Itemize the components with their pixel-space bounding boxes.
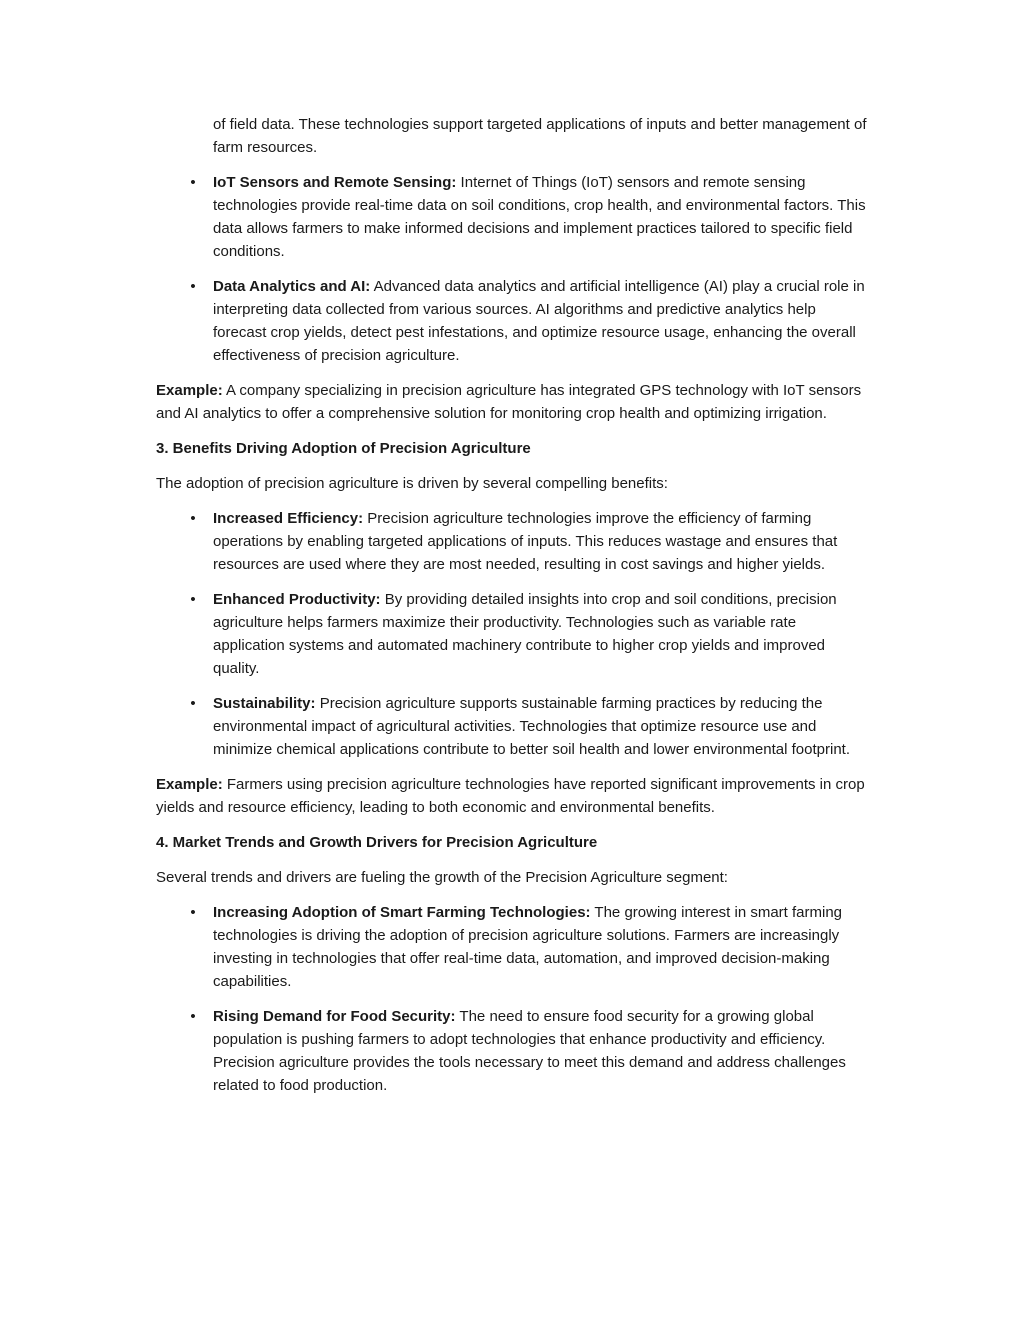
list-item <box>156 901 868 993</box>
list-item-text: The growing interest in smart farming technologies is driving the adoption of precision agriculture solutions. Farmers are increasingly investing in technologies that offer real-time data, automation, and improved decision-making capabilities. <box>213 904 843 990</box>
section-intro: Several trends and drivers are fueling the growth of the Precision Agriculture segment: <box>156 869 728 886</box>
list-item <box>156 692 868 761</box>
bullet-icon: • <box>190 278 196 295</box>
bullet-icon: • <box>190 1008 196 1025</box>
list-item-text: Advanced data analytics and artificial intelligence (AI) play a crucial role in interpreting data collected from various sources. AI algorithms and predictive analytics help forecast crop yields, detect pest infestations, and optimize resource usage, enhancing the overall effectiveness of precision agriculture. <box>213 278 865 364</box>
list-item-label: IoT Sensors and Remote Sensing: <box>213 174 457 191</box>
list-item-text: Precision agriculture supports sustainable farming practices by reducing the environmental impact of agricultural activities. Technologies that optimize resource use and minimize chemical applications contribute to better soil health and lower environmental footprint. <box>213 695 850 758</box>
list-item <box>156 588 868 680</box>
section-intro: The adoption of precision agriculture is driven by several compelling benefits: <box>156 475 668 492</box>
list-item-label: Data Analytics and AI: <box>213 278 371 295</box>
bullet-icon: • <box>190 174 196 191</box>
example-label: Example: <box>156 776 223 793</box>
list-item-text: Internet of Things (IoT) sensors and remote sensing technologies provide real-time data on soil conditions, crop health, and environmental factors. This data allows farmers to make informed decisions and implement practices tailored to specific field conditions. <box>213 174 866 260</box>
bullet-icon: • <box>190 904 196 921</box>
section-heading: 3. Benefits Driving Adoption of Precision Agriculture <box>156 440 531 457</box>
example-text: A company specializing in precision agriculture has integrated GPS technology with IoT sensors and AI analytics to offer a comprehensive solution for monitoring crop health and optimizing irrigation. <box>156 382 862 422</box>
list-item-text: The need to ensure food security for a growing global population is pushing farmers to adopt technologies that enhance productivity and efficiency. Precision agriculture provides the tools necessary to meet this demand and address challenges related to food production. <box>213 1008 846 1094</box>
list-item-text: By providing detailed insights into crop and soil conditions, precision agriculture helps farmers maximize their productivity. Technologies such as variable rate application systems and automated machinery contribute to higher crop yields and improved quality. <box>213 591 837 677</box>
list-item-text: Precision agriculture technologies improve the efficiency of farming operations by enabling targeted applications of inputs. This reduces wastage and ensures that resources are used where they are most needed, resulting in cost savings and higher yields. <box>213 510 838 573</box>
list-item-label: Sustainability: <box>213 695 316 712</box>
list-item <box>156 171 868 263</box>
bullet-icon: • <box>190 695 196 712</box>
list-item <box>156 275 868 367</box>
technology-list <box>156 171 868 367</box>
list-item-label: Increased Efficiency: <box>213 510 364 527</box>
list-item-label: Enhanced Productivity: <box>213 591 381 608</box>
list-item-label: Rising Demand for Food Security: <box>213 1008 456 1025</box>
continuation-paragraph: of field data. These technologies support targeted applications of inputs and better management of farm resources. <box>213 116 867 156</box>
example-text: Farmers using precision agriculture technologies have reported significant improvements in crop yields and resource efficiency, leading to both economic and environmental benefits. <box>156 776 865 816</box>
bullet-icon: • <box>190 510 196 527</box>
benefits-list <box>156 507 868 761</box>
section-heading: 4. Market Trends and Growth Drivers for Precision Agriculture <box>156 834 598 851</box>
trends-list <box>156 901 868 1097</box>
document-page <box>156 113 868 1109</box>
list-item <box>156 1005 868 1097</box>
example-paragraph <box>156 773 868 819</box>
list-item-label: Increasing Adoption of Smart Farming Technologies: <box>213 904 591 921</box>
example-label: Example: <box>156 382 223 399</box>
example-paragraph <box>156 379 868 425</box>
bullet-icon: • <box>190 591 196 608</box>
list-item <box>156 507 868 576</box>
